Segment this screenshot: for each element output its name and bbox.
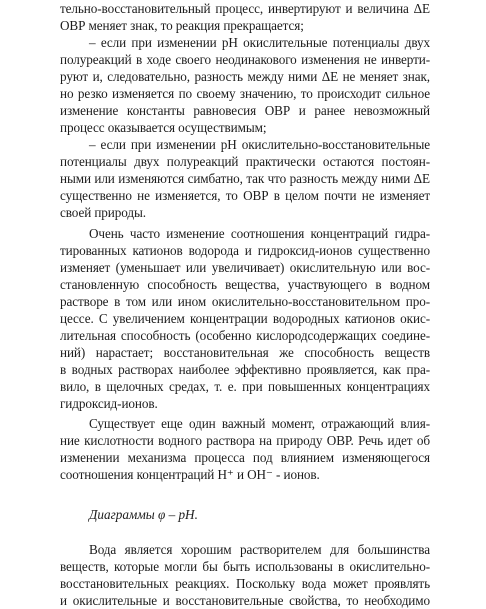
- text-line: растворе в том или ином окислительно-восстановительном про-: [60, 294, 430, 309]
- text-line: изменяет (уменьшает или увеличивает) окислительную или вос-: [60, 260, 430, 275]
- text-line: в водных растворах наиболее эффективно проявляется, как пра-: [60, 362, 430, 377]
- text-line: веществ, которые могли бы быть использованы в окислительно-: [60, 559, 430, 574]
- text-line: Очень часто изменение соотношения концентраций гидра-: [89, 226, 430, 241]
- text-line: процесс оказывается осуществимым;: [60, 120, 267, 135]
- text-line: ние кислотности водного раствора на природу ОВР. Речь идет об: [60, 433, 430, 448]
- text-line: своей природы.: [60, 205, 146, 220]
- text-line: цессе. С увеличением концентрации водородных катионов окис-: [60, 311, 430, 326]
- text-line: восстановительных реакциях. Поскольку вода может проявлять: [60, 576, 430, 591]
- text-line: потенциалы двух полуреакций практически остаются постоян-: [60, 154, 430, 169]
- text-line: и окислительные и восстановительные свойства, то необходимо: [60, 593, 430, 608]
- text-line: существенно не изменяется, то ОВР в целом почти не изменяет: [60, 188, 430, 203]
- text-line: но резко изменяется по своему значению, то происходит сильное: [60, 86, 430, 101]
- text-line: ний) нарастает; восстановительная же способность веществ: [60, 345, 430, 360]
- text-line: становленную способность вещества, участвующего в водном: [60, 277, 430, 292]
- text-line: соотношения концентраций H⁺ и OH⁻ - ионов.: [60, 467, 320, 482]
- text-line: – если при изменении рН окислительные потенциалы двух: [89, 35, 430, 50]
- text-line: полуреакций в ходе своего неодинакового изменения не инверти-: [60, 52, 430, 67]
- text-line: Вода является хорошим растворителем для большинства: [89, 542, 430, 557]
- text-line: руют и, следовательно, разность между ними ΔE не меняет знак,: [60, 69, 430, 84]
- text-line: вило, в щелочных средах, т. е. при повышенных концентрациях: [60, 379, 430, 394]
- text-line: тированных катионов водорода и гидроксид-ионов существенно: [60, 243, 430, 258]
- text-line: тельно-восстановительный процесс, инвертируют и величина ΔE: [60, 1, 430, 16]
- text-line: Существует еще один важный момент, отражающий влия-: [89, 416, 430, 431]
- text-line: изменение константы равновесия ОВР и ранее невозможный: [60, 103, 430, 118]
- text-line: ными или изменяются симбатно, так что разность между ними ΔE: [60, 171, 430, 186]
- text-line: – если при изменении рН окислительно-восстановительные: [89, 137, 430, 152]
- text-line: ОВР меняет знак, то реакция прекращается;: [60, 18, 304, 33]
- text-line: изменении механизма процесса под влиянием изменяющегося: [60, 450, 430, 465]
- section-heading: Диаграммы φ – рН.: [89, 507, 198, 522]
- text-line: лительная способность (особенно кислородсодержащих соедине-: [60, 328, 430, 343]
- text-line: гидроксид-ионов.: [60, 396, 158, 411]
